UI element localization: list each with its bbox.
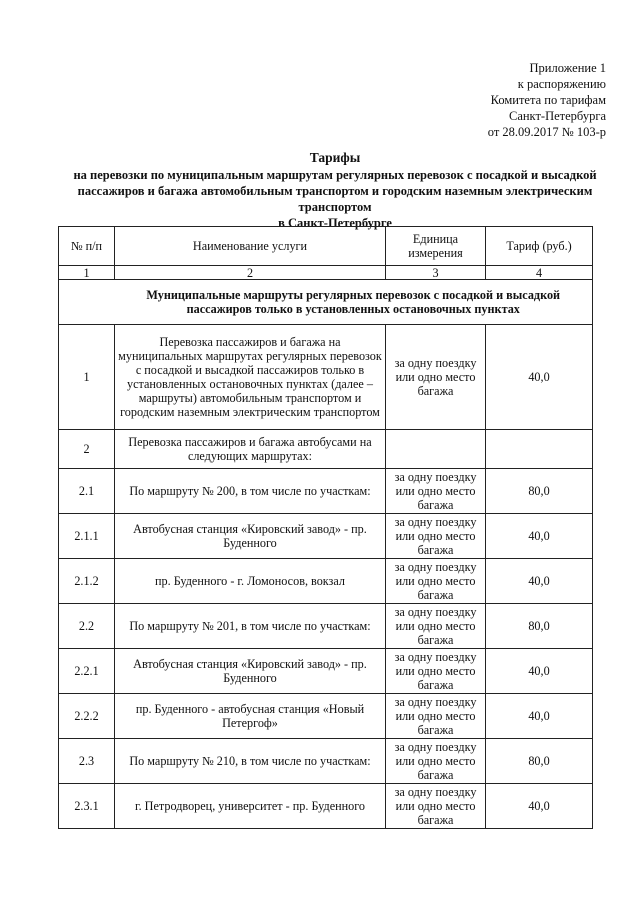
index-cell: 1 — [59, 266, 115, 280]
appendix-line: Приложение 1 — [529, 61, 606, 75]
table-row — [59, 469, 593, 514]
row-tariff: 40,0 — [486, 694, 593, 739]
row-num: 2.1.2 — [59, 559, 115, 604]
row-unit: за одну поездку или одно место багажа — [386, 559, 486, 604]
tariff-table — [58, 226, 593, 829]
table-row — [59, 694, 593, 739]
index-cell: 4 — [486, 266, 593, 280]
row-name: г. Петродворец, университет - пр. Буденного — [115, 784, 386, 829]
title-line: пассажиров и багажа автомобильным транспортом и городским наземным электрическим транспортом — [77, 184, 593, 214]
table-row — [59, 430, 593, 469]
appendix-block — [488, 60, 606, 140]
row-unit: за одну поездку или одно место багажа — [386, 784, 486, 829]
row-unit: за одну поездку или одно место багажа — [386, 739, 486, 784]
row-num: 2.1.1 — [59, 514, 115, 559]
row-name: пр. Буденного - автобусная станция «Новый Петергоф» — [115, 694, 386, 739]
appendix-line: к распоряжению — [517, 77, 606, 91]
row-name: Перевозка пассажиров и багажа автобусами на следующих маршрутах: — [115, 430, 386, 469]
row-tariff: 40,0 — [486, 514, 593, 559]
row-tariff: 40,0 — [486, 559, 593, 604]
table-row — [59, 784, 593, 829]
row-num: 2.3.1 — [59, 784, 115, 829]
section-title: Муниципальные маршруты регулярных перевозок с посадкой и высадкой пассажиров только в установленных остановочных пунктах — [115, 280, 593, 325]
table-header-row — [59, 227, 593, 266]
row-unit: за одну поездку или одно место багажа — [386, 694, 486, 739]
title-line: в Санкт-Петербурге — [278, 216, 392, 230]
appendix-line: Санкт-Петербурга — [508, 109, 606, 123]
table-row — [59, 559, 593, 604]
header-name: Наименование услуги — [115, 227, 386, 266]
row-tariff: 40,0 — [486, 649, 593, 694]
index-cell: 2 — [115, 266, 386, 280]
table-row — [59, 604, 593, 649]
row-unit — [386, 430, 486, 469]
row-name: Автобусная станция «Кировский завод» - пр. Буденного — [115, 649, 386, 694]
row-unit: за одну поездку или одно место багажа — [386, 604, 486, 649]
row-tariff: 40,0 — [486, 784, 593, 829]
index-cell: 3 — [386, 266, 486, 280]
header-tariff: Тариф (руб.) — [486, 227, 593, 266]
row-num: 2.1 — [59, 469, 115, 514]
table-row — [59, 325, 593, 430]
document-title — [40, 150, 630, 231]
section-row — [59, 280, 593, 325]
section-num-cell — [59, 280, 115, 325]
table-row — [59, 514, 593, 559]
row-num: 1 — [59, 325, 115, 430]
row-unit: за одну поездку или одно место багажа — [386, 514, 486, 559]
row-name: По маршруту № 200, в том числе по участкам: — [115, 469, 386, 514]
row-unit: за одну поездку или одно место багажа — [386, 649, 486, 694]
appendix-line: от 28.09.2017 № 103-р — [487, 125, 606, 139]
appendix-line: Комитета по тарифам — [490, 93, 606, 107]
row-unit: за одну поездку или одно место багажа — [386, 325, 486, 430]
row-name: Перевозка пассажиров и багажа на муниципальных маршрутах регулярных перевозок с посадкой и высадкой пассажиров только в установленных остановочных пунктах (далее – маршруты) автомобильным транспортом и городским наземным электрическим транспортом — [115, 325, 386, 430]
title-line: на перевозки по муниципальным маршрутам регулярных перевозок с посадкой и высадкой — [73, 168, 597, 182]
row-name: По маршруту № 210, в том числе по участкам: — [115, 739, 386, 784]
row-name: пр. Буденного - г. Ломоносов, вокзал — [115, 559, 386, 604]
row-num: 2 — [59, 430, 115, 469]
table-row — [59, 739, 593, 784]
row-tariff: 40,0 — [486, 325, 593, 430]
row-num: 2.2.1 — [59, 649, 115, 694]
row-num: 2.2 — [59, 604, 115, 649]
title-main: Тарифы — [309, 150, 361, 165]
header-unit: Единица измерения — [386, 227, 486, 266]
row-num: 2.3 — [59, 739, 115, 784]
row-num: 2.2.2 — [59, 694, 115, 739]
row-unit: за одну поездку или одно место багажа — [386, 469, 486, 514]
row-tariff: 80,0 — [486, 739, 593, 784]
row-tariff — [486, 430, 593, 469]
row-name: По маршруту № 201, в том числе по участкам: — [115, 604, 386, 649]
column-index-row — [59, 266, 593, 280]
header-num: № п/п — [59, 227, 115, 266]
table-row — [59, 649, 593, 694]
row-name: Автобусная станция «Кировский завод» - пр. Буденного — [115, 514, 386, 559]
row-tariff: 80,0 — [486, 469, 593, 514]
row-tariff: 80,0 — [486, 604, 593, 649]
